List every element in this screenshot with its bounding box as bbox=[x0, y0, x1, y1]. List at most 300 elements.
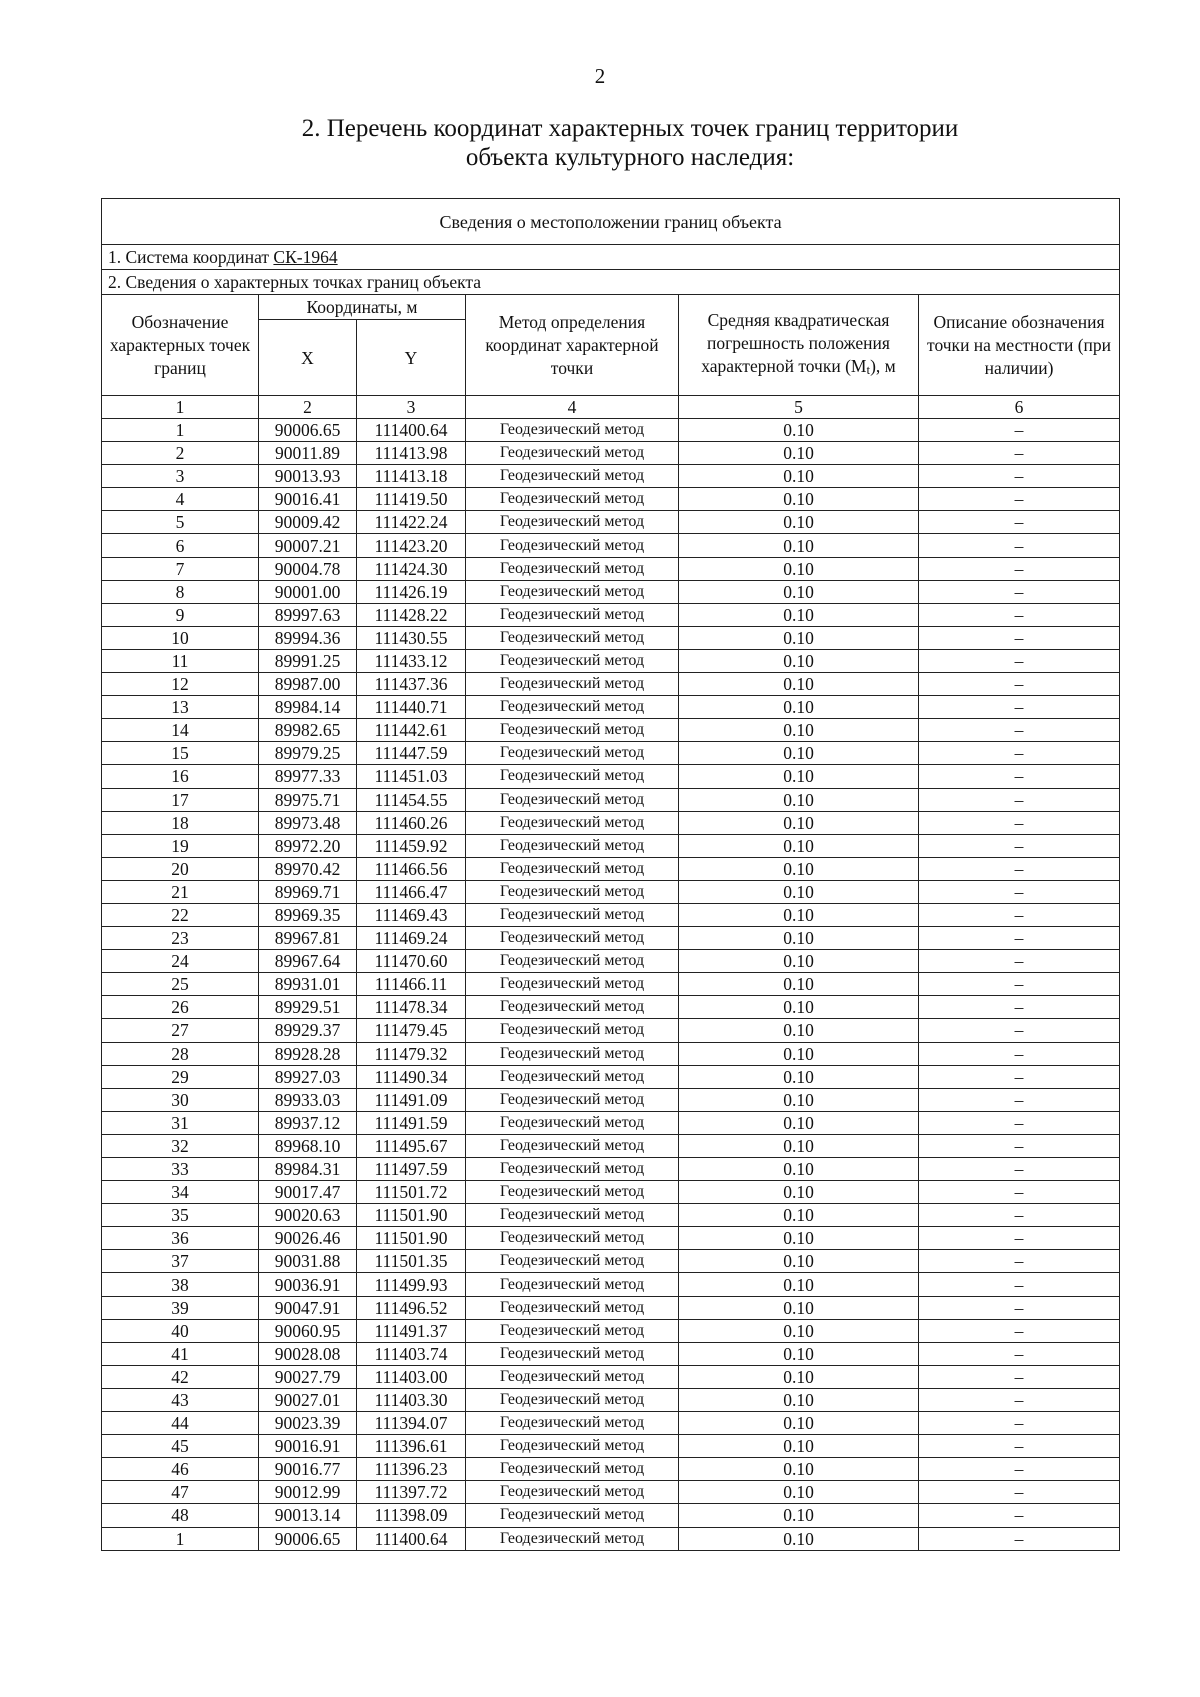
coord-system-label: 1. Система координат bbox=[108, 247, 274, 267]
accuracy-cell: 0.10 bbox=[679, 1342, 919, 1365]
y-coordinate-cell: 111459.92 bbox=[357, 834, 466, 857]
accuracy-cell: 0.10 bbox=[679, 1250, 919, 1273]
description-cell: – bbox=[919, 927, 1120, 950]
table-row bbox=[102, 880, 1120, 903]
method-cell: Геодезический метод bbox=[466, 1065, 679, 1088]
description-cell: – bbox=[919, 1158, 1120, 1181]
method-cell: Геодезический метод bbox=[466, 557, 679, 580]
x-coordinate-cell: 89929.51 bbox=[259, 996, 357, 1019]
point-number-cell: 42 bbox=[102, 1365, 259, 1388]
point-number-cell: 45 bbox=[102, 1435, 259, 1458]
point-number-cell: 20 bbox=[102, 857, 259, 880]
x-coordinate-cell: 89982.65 bbox=[259, 719, 357, 742]
accuracy-cell: 0.10 bbox=[679, 603, 919, 626]
description-cell: – bbox=[919, 442, 1120, 465]
y-coordinate-cell: 111451.03 bbox=[357, 765, 466, 788]
y-coordinate-cell: 111428.22 bbox=[357, 603, 466, 626]
table-row bbox=[102, 1481, 1120, 1504]
x-coordinate-cell: 89970.42 bbox=[259, 857, 357, 880]
method-cell: Геодезический метод bbox=[466, 903, 679, 926]
table-row bbox=[102, 1065, 1120, 1088]
accuracy-cell: 0.10 bbox=[679, 465, 919, 488]
table-row bbox=[102, 557, 1120, 580]
accuracy-cell: 0.10 bbox=[679, 1435, 919, 1458]
x-coordinate-cell: 90006.65 bbox=[259, 419, 357, 442]
method-cell: Геодезический метод bbox=[466, 811, 679, 834]
description-cell: – bbox=[919, 511, 1120, 534]
accuracy-cell: 0.10 bbox=[679, 834, 919, 857]
description-cell: – bbox=[919, 673, 1120, 696]
method-cell: Геодезический метод bbox=[466, 580, 679, 603]
document-title-line-1: 2. Перечень координат характерных точек границ территории bbox=[301, 115, 959, 142]
y-coordinate-cell: 111479.32 bbox=[357, 1042, 466, 1065]
description-cell: – bbox=[919, 603, 1120, 626]
accuracy-cell: 0.10 bbox=[679, 1111, 919, 1134]
table-row bbox=[102, 1412, 1120, 1435]
header-designation: Обозначение характерных точек границ bbox=[102, 295, 259, 396]
y-coordinate-cell: 111499.93 bbox=[357, 1273, 466, 1296]
point-number-cell: 7 bbox=[102, 557, 259, 580]
point-number-cell: 33 bbox=[102, 1158, 259, 1181]
point-number-cell: 8 bbox=[102, 580, 259, 603]
description-cell: – bbox=[919, 996, 1120, 1019]
point-number-cell: 14 bbox=[102, 719, 259, 742]
accuracy-cell: 0.10 bbox=[679, 1227, 919, 1250]
method-cell: Геодезический метод bbox=[466, 1181, 679, 1204]
method-cell: Геодезический метод bbox=[466, 673, 679, 696]
x-coordinate-cell: 90017.47 bbox=[259, 1181, 357, 1204]
table-row bbox=[102, 1111, 1120, 1134]
y-coordinate-cell: 111398.09 bbox=[357, 1504, 466, 1527]
column-number: 6 bbox=[919, 396, 1120, 419]
method-cell: Геодезический метод bbox=[466, 603, 679, 626]
accuracy-cell: 0.10 bbox=[679, 857, 919, 880]
table-row bbox=[102, 1181, 1120, 1204]
method-cell: Геодезический метод bbox=[466, 765, 679, 788]
table-row bbox=[102, 1342, 1120, 1365]
table-row bbox=[102, 1134, 1120, 1157]
header-description: Описание обозначения точки на местности (при наличии) bbox=[919, 295, 1120, 396]
table-row bbox=[102, 580, 1120, 603]
column-number: 1 bbox=[102, 396, 259, 419]
x-coordinate-cell: 90006.65 bbox=[259, 1527, 357, 1550]
point-number-cell: 46 bbox=[102, 1458, 259, 1481]
x-coordinate-cell: 89997.63 bbox=[259, 603, 357, 626]
table-row bbox=[102, 834, 1120, 857]
description-cell: – bbox=[919, 419, 1120, 442]
point-number-cell: 21 bbox=[102, 880, 259, 903]
y-coordinate-cell: 111394.07 bbox=[357, 1412, 466, 1435]
point-number-cell: 10 bbox=[102, 626, 259, 649]
table-row bbox=[102, 1296, 1120, 1319]
boundary-coordinates-table bbox=[101, 198, 1120, 1551]
x-coordinate-cell: 90016.91 bbox=[259, 1435, 357, 1458]
method-cell: Геодезический метод bbox=[466, 626, 679, 649]
table-row bbox=[102, 1019, 1120, 1042]
x-coordinate-cell: 90007.21 bbox=[259, 534, 357, 557]
method-cell: Геодезический метод bbox=[466, 1042, 679, 1065]
description-cell: – bbox=[919, 1435, 1120, 1458]
method-cell: Геодезический метод bbox=[466, 834, 679, 857]
method-cell: Геодезический метод bbox=[466, 696, 679, 719]
accuracy-cell: 0.10 bbox=[679, 488, 919, 511]
accuracy-cell: 0.10 bbox=[679, 1158, 919, 1181]
table-row bbox=[102, 1365, 1120, 1388]
method-cell: Геодезический метод bbox=[466, 927, 679, 950]
point-number-cell: 39 bbox=[102, 1296, 259, 1319]
accuracy-cell: 0.10 bbox=[679, 649, 919, 672]
table-row bbox=[102, 1319, 1120, 1342]
y-coordinate-cell: 111479.45 bbox=[357, 1019, 466, 1042]
header-accuracy-suffix: ), м bbox=[870, 356, 896, 376]
description-cell: – bbox=[919, 626, 1120, 649]
x-coordinate-cell: 90027.01 bbox=[259, 1388, 357, 1411]
accuracy-cell: 0.10 bbox=[679, 927, 919, 950]
x-coordinate-cell: 90013.93 bbox=[259, 465, 357, 488]
point-number-cell: 25 bbox=[102, 973, 259, 996]
y-coordinate-cell: 111496.52 bbox=[357, 1296, 466, 1319]
table-row bbox=[102, 649, 1120, 672]
column-number: 5 bbox=[679, 396, 919, 419]
table-row bbox=[102, 719, 1120, 742]
y-coordinate-cell: 111495.67 bbox=[357, 1134, 466, 1157]
y-coordinate-cell: 111403.74 bbox=[357, 1342, 466, 1365]
point-number-cell: 2 bbox=[102, 442, 259, 465]
accuracy-cell: 0.10 bbox=[679, 580, 919, 603]
method-cell: Геодезический метод bbox=[466, 880, 679, 903]
y-coordinate-cell: 111413.98 bbox=[357, 442, 466, 465]
method-cell: Геодезический метод bbox=[466, 511, 679, 534]
point-number-cell: 22 bbox=[102, 903, 259, 926]
method-cell: Геодезический метод bbox=[466, 1527, 679, 1550]
column-number: 4 bbox=[466, 396, 679, 419]
table-row bbox=[102, 603, 1120, 626]
y-coordinate-cell: 111491.59 bbox=[357, 1111, 466, 1134]
x-coordinate-cell: 89972.20 bbox=[259, 834, 357, 857]
y-coordinate-cell: 111501.72 bbox=[357, 1181, 466, 1204]
y-coordinate-cell: 111478.34 bbox=[357, 996, 466, 1019]
table-row bbox=[102, 1504, 1120, 1527]
point-number-cell: 36 bbox=[102, 1227, 259, 1250]
y-coordinate-cell: 111442.61 bbox=[357, 719, 466, 742]
point-number-cell: 11 bbox=[102, 649, 259, 672]
table-row bbox=[102, 950, 1120, 973]
x-coordinate-cell: 89975.71 bbox=[259, 788, 357, 811]
x-coordinate-cell: 89979.25 bbox=[259, 742, 357, 765]
x-coordinate-cell: 89928.28 bbox=[259, 1042, 357, 1065]
accuracy-cell: 0.10 bbox=[679, 1296, 919, 1319]
accuracy-cell: 0.10 bbox=[679, 742, 919, 765]
table-row bbox=[102, 442, 1120, 465]
method-cell: Геодезический метод bbox=[466, 1111, 679, 1134]
description-cell: – bbox=[919, 1296, 1120, 1319]
y-coordinate-cell: 111396.61 bbox=[357, 1435, 466, 1458]
description-cell: – bbox=[919, 580, 1120, 603]
document-title bbox=[150, 114, 1110, 172]
accuracy-cell: 0.10 bbox=[679, 626, 919, 649]
column-number-row bbox=[102, 396, 1120, 419]
table-row bbox=[102, 1204, 1120, 1227]
x-coordinate-cell: 90016.41 bbox=[259, 488, 357, 511]
point-number-cell: 29 bbox=[102, 1065, 259, 1088]
y-coordinate-cell: 111430.55 bbox=[357, 626, 466, 649]
y-coordinate-cell: 111437.36 bbox=[357, 673, 466, 696]
x-coordinate-cell: 90020.63 bbox=[259, 1204, 357, 1227]
description-cell: – bbox=[919, 1388, 1120, 1411]
x-coordinate-cell: 90031.88 bbox=[259, 1250, 357, 1273]
table-row bbox=[102, 419, 1120, 442]
points-section-label: 2. Сведения о характерных точках границ объекта bbox=[102, 270, 1120, 295]
points-section-row bbox=[102, 270, 1120, 295]
description-cell: – bbox=[919, 465, 1120, 488]
point-number-cell: 26 bbox=[102, 996, 259, 1019]
coord-system-value: СК-1964 bbox=[273, 247, 338, 267]
table-row bbox=[102, 673, 1120, 696]
y-coordinate-cell: 111469.24 bbox=[357, 927, 466, 950]
table-row bbox=[102, 1273, 1120, 1296]
point-number-cell: 3 bbox=[102, 465, 259, 488]
y-coordinate-cell: 111426.19 bbox=[357, 580, 466, 603]
column-number: 3 bbox=[357, 396, 466, 419]
description-cell: – bbox=[919, 857, 1120, 880]
point-number-cell: 4 bbox=[102, 488, 259, 511]
x-coordinate-cell: 90028.08 bbox=[259, 1342, 357, 1365]
point-number-cell: 13 bbox=[102, 696, 259, 719]
point-number-cell: 48 bbox=[102, 1504, 259, 1527]
description-cell: – bbox=[919, 719, 1120, 742]
point-number-cell: 6 bbox=[102, 534, 259, 557]
x-coordinate-cell: 90009.42 bbox=[259, 511, 357, 534]
coord-system-row bbox=[102, 245, 1120, 270]
table-row bbox=[102, 903, 1120, 926]
y-coordinate-cell: 111501.90 bbox=[357, 1227, 466, 1250]
accuracy-cell: 0.10 bbox=[679, 1527, 919, 1550]
accuracy-cell: 0.10 bbox=[679, 1204, 919, 1227]
point-number-cell: 41 bbox=[102, 1342, 259, 1365]
method-cell: Геодезический метод bbox=[466, 1296, 679, 1319]
description-cell: – bbox=[919, 1273, 1120, 1296]
description-cell: – bbox=[919, 1342, 1120, 1365]
point-number-cell: 37 bbox=[102, 1250, 259, 1273]
method-cell: Геодезический метод bbox=[466, 488, 679, 511]
table-row bbox=[102, 996, 1120, 1019]
table-row bbox=[102, 1227, 1120, 1250]
point-number-cell: 24 bbox=[102, 950, 259, 973]
y-coordinate-cell: 111466.47 bbox=[357, 880, 466, 903]
table-row bbox=[102, 973, 1120, 996]
accuracy-cell: 0.10 bbox=[679, 903, 919, 926]
header-coordinates: Координаты, м bbox=[259, 295, 466, 320]
y-coordinate-cell: 111419.50 bbox=[357, 488, 466, 511]
description-cell: – bbox=[919, 534, 1120, 557]
table-row bbox=[102, 626, 1120, 649]
description-cell: – bbox=[919, 557, 1120, 580]
table-row bbox=[102, 1042, 1120, 1065]
accuracy-cell: 0.10 bbox=[679, 765, 919, 788]
accuracy-cell: 0.10 bbox=[679, 996, 919, 1019]
point-number-cell: 27 bbox=[102, 1019, 259, 1042]
y-coordinate-cell: 111413.18 bbox=[357, 465, 466, 488]
method-cell: Геодезический метод bbox=[466, 1158, 679, 1181]
description-cell: – bbox=[919, 1204, 1120, 1227]
description-cell: – bbox=[919, 973, 1120, 996]
method-cell: Геодезический метод bbox=[466, 1134, 679, 1157]
method-cell: Геодезический метод bbox=[466, 996, 679, 1019]
y-coordinate-cell: 111469.43 bbox=[357, 903, 466, 926]
x-coordinate-cell: 89968.10 bbox=[259, 1134, 357, 1157]
method-cell: Геодезический метод bbox=[466, 419, 679, 442]
coord-system-cell bbox=[102, 245, 1120, 270]
x-coordinate-cell: 90027.79 bbox=[259, 1365, 357, 1388]
method-cell: Геодезический метод bbox=[466, 742, 679, 765]
accuracy-cell: 0.10 bbox=[679, 1181, 919, 1204]
x-coordinate-cell: 89969.71 bbox=[259, 880, 357, 903]
accuracy-cell: 0.10 bbox=[679, 1504, 919, 1527]
x-coordinate-cell: 89977.33 bbox=[259, 765, 357, 788]
header-row-1 bbox=[102, 295, 1120, 320]
table-row bbox=[102, 1388, 1120, 1411]
accuracy-cell: 0.10 bbox=[679, 1481, 919, 1504]
point-number-cell: 19 bbox=[102, 834, 259, 857]
method-cell: Геодезический метод bbox=[466, 1481, 679, 1504]
description-cell: – bbox=[919, 950, 1120, 973]
method-cell: Геодезический метод bbox=[466, 1273, 679, 1296]
description-cell: – bbox=[919, 1504, 1120, 1527]
x-coordinate-cell: 89929.37 bbox=[259, 1019, 357, 1042]
table-row bbox=[102, 1458, 1120, 1481]
table-row bbox=[102, 534, 1120, 557]
column-number: 2 bbox=[259, 396, 357, 419]
point-number-cell: 40 bbox=[102, 1319, 259, 1342]
accuracy-cell: 0.10 bbox=[679, 696, 919, 719]
x-coordinate-cell: 90004.78 bbox=[259, 557, 357, 580]
table-row bbox=[102, 857, 1120, 880]
point-number-cell: 23 bbox=[102, 927, 259, 950]
description-cell: – bbox=[919, 1527, 1120, 1550]
x-coordinate-cell: 89991.25 bbox=[259, 649, 357, 672]
accuracy-cell: 0.10 bbox=[679, 950, 919, 973]
x-coordinate-cell: 89937.12 bbox=[259, 1111, 357, 1134]
table-row bbox=[102, 1527, 1120, 1550]
y-coordinate-cell: 111460.26 bbox=[357, 811, 466, 834]
description-cell: – bbox=[919, 1250, 1120, 1273]
accuracy-cell: 0.10 bbox=[679, 973, 919, 996]
description-cell: – bbox=[919, 1019, 1120, 1042]
point-number-cell: 17 bbox=[102, 788, 259, 811]
point-number-cell: 31 bbox=[102, 1111, 259, 1134]
y-coordinate-cell: 111501.35 bbox=[357, 1250, 466, 1273]
accuracy-cell: 0.10 bbox=[679, 1134, 919, 1157]
description-cell: – bbox=[919, 903, 1120, 926]
method-cell: Геодезический метод bbox=[466, 649, 679, 672]
description-cell: – bbox=[919, 1412, 1120, 1435]
x-coordinate-cell: 89994.36 bbox=[259, 626, 357, 649]
y-coordinate-cell: 111400.64 bbox=[357, 419, 466, 442]
header-accuracy-sub: t bbox=[866, 362, 871, 377]
description-cell: – bbox=[919, 880, 1120, 903]
description-cell: – bbox=[919, 1181, 1120, 1204]
table-row bbox=[102, 742, 1120, 765]
accuracy-cell: 0.10 bbox=[679, 1042, 919, 1065]
method-cell: Геодезический метод bbox=[466, 1365, 679, 1388]
table-row bbox=[102, 465, 1120, 488]
method-cell: Геодезический метод bbox=[466, 1227, 679, 1250]
method-cell: Геодезический метод bbox=[466, 1412, 679, 1435]
header-method: Метод определения координат характерной точки bbox=[466, 295, 679, 396]
description-cell: – bbox=[919, 834, 1120, 857]
accuracy-cell: 0.10 bbox=[679, 534, 919, 557]
method-cell: Геодезический метод bbox=[466, 1204, 679, 1227]
accuracy-cell: 0.10 bbox=[679, 1365, 919, 1388]
description-cell: – bbox=[919, 1042, 1120, 1065]
description-cell: – bbox=[919, 1481, 1120, 1504]
accuracy-cell: 0.10 bbox=[679, 511, 919, 534]
description-cell: – bbox=[919, 788, 1120, 811]
y-coordinate-cell: 111400.64 bbox=[357, 1527, 466, 1550]
x-coordinate-cell: 89984.14 bbox=[259, 696, 357, 719]
y-coordinate-cell: 111423.20 bbox=[357, 534, 466, 557]
x-coordinate-cell: 90023.39 bbox=[259, 1412, 357, 1435]
x-coordinate-cell: 90060.95 bbox=[259, 1319, 357, 1342]
header-accuracy-prefix: Средняя квадратическая погрешность положения характерной точки (M bbox=[701, 310, 890, 376]
point-number-cell: 15 bbox=[102, 742, 259, 765]
x-coordinate-cell: 89927.03 bbox=[259, 1065, 357, 1088]
header-accuracy bbox=[679, 295, 919, 396]
method-cell: Геодезический метод bbox=[466, 1088, 679, 1111]
accuracy-cell: 0.10 bbox=[679, 1065, 919, 1088]
description-cell: – bbox=[919, 649, 1120, 672]
method-cell: Геодезический метод bbox=[466, 465, 679, 488]
point-number-cell: 32 bbox=[102, 1134, 259, 1157]
accuracy-cell: 0.10 bbox=[679, 1273, 919, 1296]
point-number-cell: 35 bbox=[102, 1204, 259, 1227]
y-coordinate-cell: 111440.71 bbox=[357, 696, 466, 719]
accuracy-cell: 0.10 bbox=[679, 442, 919, 465]
description-cell: – bbox=[919, 1365, 1120, 1388]
y-coordinate-cell: 111403.30 bbox=[357, 1388, 466, 1411]
y-coordinate-cell: 111490.34 bbox=[357, 1065, 466, 1088]
x-coordinate-cell: 89967.64 bbox=[259, 950, 357, 973]
description-cell: – bbox=[919, 1227, 1120, 1250]
x-coordinate-cell: 89933.03 bbox=[259, 1088, 357, 1111]
description-cell: – bbox=[919, 488, 1120, 511]
accuracy-cell: 0.10 bbox=[679, 788, 919, 811]
page-number: 2 bbox=[594, 64, 606, 88]
description-cell: – bbox=[919, 1319, 1120, 1342]
point-number-cell: 30 bbox=[102, 1088, 259, 1111]
description-cell: – bbox=[919, 1065, 1120, 1088]
accuracy-cell: 0.10 bbox=[679, 1019, 919, 1042]
accuracy-cell: 0.10 bbox=[679, 1319, 919, 1342]
y-coordinate-cell: 111403.00 bbox=[357, 1365, 466, 1388]
y-coordinate-cell: 111447.59 bbox=[357, 742, 466, 765]
table-caption-row bbox=[102, 199, 1120, 245]
x-coordinate-cell: 89984.31 bbox=[259, 1158, 357, 1181]
method-cell: Геодезический метод bbox=[466, 1504, 679, 1527]
table-row bbox=[102, 1435, 1120, 1458]
y-coordinate-cell: 111397.72 bbox=[357, 1481, 466, 1504]
x-coordinate-cell: 89931.01 bbox=[259, 973, 357, 996]
y-coordinate-cell: 111466.56 bbox=[357, 857, 466, 880]
method-cell: Геодезический метод bbox=[466, 857, 679, 880]
y-coordinate-cell: 111433.12 bbox=[357, 649, 466, 672]
table-row bbox=[102, 765, 1120, 788]
point-number-cell: 47 bbox=[102, 1481, 259, 1504]
x-coordinate-cell: 90001.00 bbox=[259, 580, 357, 603]
table-row bbox=[102, 696, 1120, 719]
header-x: X bbox=[259, 320, 357, 396]
document-title-line-2: объекта культурного наследия: bbox=[465, 144, 795, 171]
